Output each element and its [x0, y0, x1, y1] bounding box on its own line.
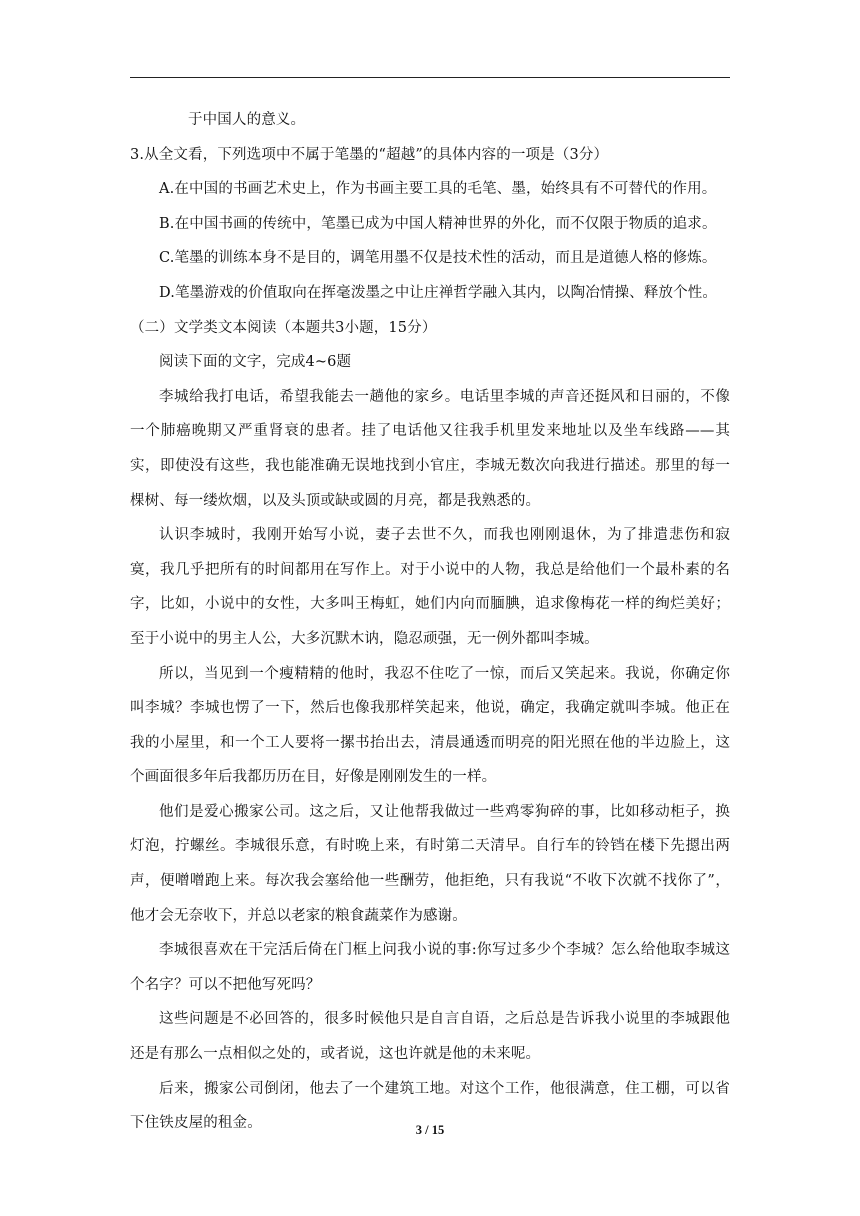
question-3-option-d: D.笔墨游戏的价值取向在挥毫泼墨之中让庄禅哲学融入其内，以陶冶情操、释放个性。: [159, 284, 718, 301]
question-3-option-a: A.在中国的书画艺术史上，作为书画主要工具的毛笔、墨，始终具有不可替代的作用。: [159, 181, 717, 198]
paragraph-1: 李城给我打电话，希望我能去一趟他的家乡。电话里李城的声音还挺风和日丽的，不像一个肺癌晚期又严重肾衰的患者。挂了电话他又往我手机里发来地址以及坐车线路——其实，即使没有这些，我也能准确无误地找到小官庄，李城无数次向我进行描述。那里的每一棵树、每一缕炊烟，以及头顶或缺或圆的月亮，都是我熟悉的。: [130, 388, 730, 509]
paragraph-4: 他们是爱心搬家公司。这之后，又让他帮我做过一些鸡零狗碎的事，比如移动柜子，换灯泡，拧螺丝。李城很乐意，有时晚上来，有时第二天清早。自行车的铃铛在楼下先摁出两声，便噌噌跑上来。每次我会塞给他一些酬劳，他拒绝，只有我说“不收下次就不找你了”，他才会无奈收下，并总以老家的粮食蔬菜作为感谢。: [130, 803, 730, 924]
paragraph-2: 认识李城时，我刚开始写小说，妻子去世不久，而我也刚刚退休，为了排遣悲伤和寂寞，我几乎把所有的时间都用在写作上。对于小说中的人物，我总是给他们一个最朴素的名字，比如，小说中的女性，大多叫王梅虹，她们内向而腼腆，追求像梅花一样的绚烂美好；至于小说中的男主人公，大多沉默木讷，隐忍顽强，无一例外都叫李城。: [130, 527, 730, 647]
question-3-option-b: B.在中国书画的传统中，笔墨已成为中国人精神世界的外化，而不仅限于物质的追求。: [159, 215, 717, 232]
paragraph-6: 这些问题是不必回答的，很多时候他只是自言自语，之后总是告诉我小说里的李城跟他还是有那么一点相似之处的，或者说，这也许就是他的未来呢。: [130, 1011, 730, 1063]
paragraph-3: 所以，当见到一个瘦精精的他时，我忍不住吃了一惊，而后又笑起来。我说，你确定你叫李城？李城也愣了一下，然后也像我那样笑起来，他说，确定，我确定就叫李城。他正在我的小屋里，和一个工人要将一摞书抬出去，清晨通透而明亮的阳光照在他的半边脸上，这个画面很多年后我都历历在目，好像是刚刚发生的一样。: [130, 665, 730, 786]
page-body: [130, 103, 730, 1141]
header-rule: [130, 77, 730, 78]
reading-instruction: 阅读下面的文字，完成4~6题: [159, 354, 352, 371]
paragraph-7: 后来，搬家公司倒闭，他去了一个建筑工地。对这个工作，他很满意，住工棚，可以省下住铁皮屋的租金。: [130, 1080, 730, 1132]
page-number: 3 / 15: [415, 1123, 445, 1137]
section-heading: （二）文学类文本阅读（本题共3小题，15分）: [130, 319, 437, 336]
paragraph-5: 李城很喜欢在干完活后倚在门框上问我小说的事:你写过多少个李城？怎么给他取李城这个名字？可以不把他写死吗？: [130, 942, 730, 993]
continuation-text: 于中国人的意义。: [188, 112, 306, 128]
question-3-stem: 3.从全文看，下列选项中不属于笔墨的“超越”的具体内容的一项是（3分）: [130, 146, 609, 163]
question-3-option-c: C.笔墨的训练本身不是目的，调笔用墨不仅是技术性的活动，而且是道德人格的修炼。: [159, 250, 717, 267]
